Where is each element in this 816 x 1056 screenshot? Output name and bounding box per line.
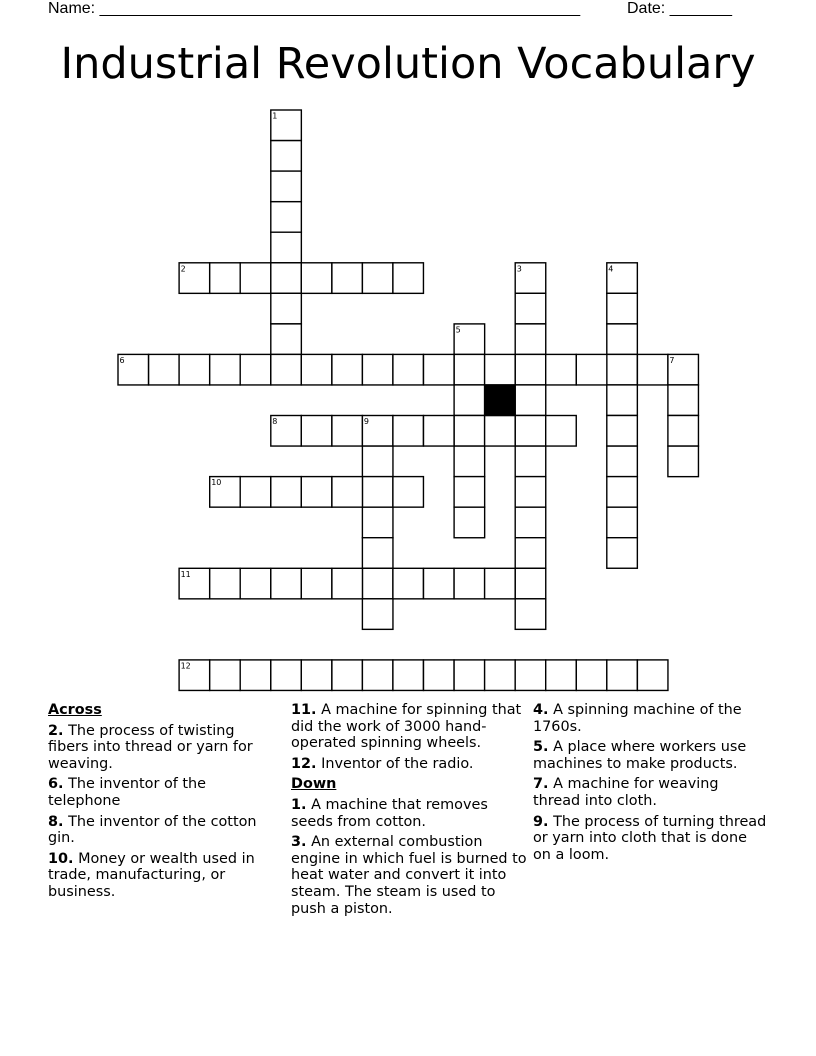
grid-cell[interactable] — [210, 660, 241, 691]
grid-cell[interactable] — [515, 599, 546, 630]
down-clue-7 — [533, 776, 769, 809]
across-clue-6 — [48, 776, 276, 809]
grid-cell[interactable] — [515, 660, 546, 691]
grid-cell[interactable] — [149, 354, 180, 385]
grid-cell[interactable] — [362, 507, 393, 538]
clue-number: 5. — [533, 739, 549, 756]
clue-text: A spinning machine of the 1760s. — [533, 702, 742, 735]
grid-cell[interactable] — [515, 324, 546, 355]
down-clue-3 — [291, 834, 527, 917]
grid-cell[interactable] — [607, 507, 638, 538]
grid-cell[interactable] — [607, 293, 638, 324]
clue-number-label: 7 — [669, 355, 675, 365]
grid-cell[interactable] — [271, 660, 302, 691]
grid-cell[interactable] — [607, 660, 638, 691]
down-clue-5 — [533, 739, 769, 772]
clue-number: 7. — [533, 776, 549, 793]
grid-cell[interactable] — [454, 354, 485, 385]
grid-cell[interactable] — [240, 477, 271, 508]
grid-cell[interactable] — [515, 507, 546, 538]
grid-cell[interactable] — [393, 568, 424, 599]
grid-cell[interactable] — [301, 660, 332, 691]
grid-cell[interactable] — [362, 568, 393, 599]
grid-cell[interactable] — [454, 507, 485, 538]
grid-cell[interactable] — [454, 477, 485, 508]
grid-cell[interactable] — [362, 477, 393, 508]
grid-cell[interactable] — [210, 568, 241, 599]
grid-cell[interactable] — [240, 568, 271, 599]
clue-number-label: 2 — [180, 264, 186, 274]
clue-number-label: 10 — [211, 478, 222, 488]
across-clue-2 — [48, 723, 276, 773]
grid-cell[interactable] — [576, 660, 607, 691]
grid-cell[interactable] — [332, 568, 363, 599]
grid-cell[interactable] — [179, 354, 210, 385]
grid-cell[interactable] — [515, 293, 546, 324]
clue-number-label: 5 — [455, 325, 461, 335]
grid-cell[interactable] — [515, 446, 546, 477]
grid-cell[interactable] — [332, 354, 363, 385]
date-line: Date: _______ — [627, 0, 732, 17]
clue-text: The process of twisting fibers into thread or yarn for weaving. — [48, 722, 253, 772]
grid-cell[interactable] — [546, 660, 577, 691]
clue-column-3 — [533, 702, 769, 867]
grid-cell[interactable] — [515, 385, 546, 416]
clue-text: A machine that removes seeds from cotton. — [291, 796, 488, 830]
clue-number-label: 8 — [272, 417, 278, 426]
grid-cell[interactable] — [271, 141, 302, 172]
grid-cell[interactable] — [362, 263, 393, 294]
down-heading: Down — [291, 776, 337, 793]
grid-cell[interactable] — [332, 477, 363, 508]
clue-text: Inventor of the radio. — [321, 755, 474, 772]
grid-cell[interactable] — [271, 324, 302, 355]
grid-cell[interactable] — [393, 660, 424, 691]
clue-column-2 — [291, 702, 527, 921]
clue-number-label: 12 — [180, 661, 191, 671]
clue-text: The inventor of the cotton gin. — [48, 813, 257, 847]
grid-cell[interactable] — [485, 416, 516, 447]
grid-cell[interactable] — [637, 660, 668, 691]
grid-cell[interactable] — [210, 354, 241, 385]
clue-number-label: 11 — [180, 569, 191, 579]
grid-cell[interactable] — [515, 538, 546, 569]
grid-cell[interactable] — [485, 354, 516, 385]
grid-cell[interactable] — [240, 354, 271, 385]
grid-cell[interactable] — [607, 538, 638, 569]
clue-number: 10. — [48, 850, 74, 867]
grid-cell[interactable] — [393, 416, 424, 447]
name-line: Name: ______________________________________________________ — [48, 0, 581, 17]
grid-cell[interactable] — [515, 477, 546, 508]
clue-number: 8. — [48, 813, 64, 830]
grid-cell[interactable] — [271, 202, 302, 233]
clue-number-label: 6 — [119, 355, 125, 365]
down-clue-1 — [291, 797, 527, 830]
clue-number: 12. — [291, 755, 317, 772]
clue-text: An external combustion engine in which fuel is burned to heat water and convert it into steam. The steam is used to push a piston. — [291, 834, 527, 917]
grid-cell[interactable] — [607, 385, 638, 416]
grid-cell[interactable] — [301, 568, 332, 599]
grid-cell[interactable] — [454, 568, 485, 599]
across-clue-10 — [48, 851, 276, 901]
clue-number: 3. — [291, 834, 307, 851]
clue-text: Money or wealth used in trade, manufacturing, or business. — [48, 850, 255, 900]
grid-cell[interactable] — [332, 416, 363, 447]
grid-cell[interactable] — [271, 263, 302, 294]
grid-cell[interactable] — [332, 263, 363, 294]
clue-text: A machine for spinning that did the work of 3000 hand-operated spinning wheels. — [291, 702, 522, 752]
grid-cell[interactable] — [515, 416, 546, 447]
grid-cell[interactable] — [271, 568, 302, 599]
grid-cell[interactable] — [362, 354, 393, 385]
clue-number: 1. — [291, 796, 307, 813]
across-heading: Across — [48, 702, 102, 718]
grid-cell[interactable] — [607, 416, 638, 447]
grid-cell[interactable] — [301, 354, 332, 385]
grid-cell[interactable] — [240, 660, 271, 691]
grid-cell[interactable] — [607, 477, 638, 508]
clue-number: 11. — [291, 702, 317, 718]
clue-number-label: 1 — [272, 111, 278, 121]
grid-cell[interactable] — [515, 568, 546, 599]
clue-number: 2. — [48, 722, 64, 739]
grid-cell[interactable] — [454, 660, 485, 691]
grid-cell[interactable] — [485, 568, 516, 599]
grid-cell[interactable] — [332, 660, 363, 691]
grid-cell[interactable] — [424, 354, 455, 385]
grid-cell[interactable] — [301, 416, 332, 447]
grid-cell[interactable] — [454, 446, 485, 477]
grid-cell[interactable] — [271, 354, 302, 385]
grid-cell[interactable] — [362, 660, 393, 691]
grid-cell[interactable] — [637, 354, 668, 385]
clue-text: A place where workers use machines to make products. — [533, 739, 747, 772]
grid-cell[interactable] — [271, 477, 302, 508]
grid-cell[interactable] — [393, 354, 424, 385]
grid-cell[interactable] — [668, 416, 699, 447]
clue-number: 4. — [533, 702, 549, 718]
down-clue-4 — [533, 702, 769, 735]
grid-cell[interactable] — [607, 324, 638, 355]
grid-cell[interactable] — [607, 354, 638, 385]
grid-cell[interactable] — [485, 660, 516, 691]
across-clue-8 — [48, 814, 276, 847]
clue-number: 6. — [48, 776, 64, 793]
clue-number: 9. — [533, 813, 549, 830]
grid-cell[interactable] — [240, 263, 271, 294]
grid-cell[interactable] — [362, 599, 393, 630]
clue-text: The inventor of the telephone — [48, 776, 207, 809]
grid-cell[interactable] — [424, 660, 455, 691]
grid-cell[interactable] — [576, 354, 607, 385]
grid-cell[interactable] — [271, 293, 302, 324]
grid-cell[interactable] — [454, 416, 485, 447]
grid-cell[interactable] — [210, 263, 241, 294]
grid-cell[interactable] — [546, 354, 577, 385]
clue-column-1 — [48, 702, 276, 905]
grid-cell[interactable] — [362, 446, 393, 477]
grid-cell[interactable] — [668, 446, 699, 477]
clue-number-label: 9 — [363, 417, 369, 426]
grid-cell[interactable] — [424, 568, 455, 599]
page-title: Industrial Revolution Vocabulary — [60, 39, 756, 89]
grid-cell[interactable] — [362, 538, 393, 569]
clue-number-label: 4 — [608, 264, 614, 274]
across-clue-11 — [291, 702, 527, 752]
grid-cell[interactable] — [424, 416, 455, 447]
grid-cell[interactable] — [271, 232, 302, 263]
grid-cell[interactable] — [515, 354, 546, 385]
grid-cell[interactable] — [301, 477, 332, 508]
grid-cell[interactable] — [271, 171, 302, 202]
grid-cell[interactable] — [607, 446, 638, 477]
down-clue-9 — [533, 814, 769, 864]
grid-cell[interactable] — [393, 477, 424, 508]
grid-cell[interactable] — [668, 385, 699, 416]
grid-cell[interactable] — [393, 263, 424, 294]
black-cell — [485, 385, 516, 416]
clue-text: A machine for weaving thread into cloth. — [533, 776, 719, 809]
grid-cell[interactable] — [454, 385, 485, 416]
clue-text: The process of turning thread or yarn into cloth that is done on a loom. — [533, 813, 767, 863]
clue-number-label: 3 — [516, 264, 522, 274]
across-clue-12 — [291, 756, 527, 773]
grid-cell[interactable] — [301, 263, 332, 294]
grid-cell[interactable] — [546, 416, 577, 447]
